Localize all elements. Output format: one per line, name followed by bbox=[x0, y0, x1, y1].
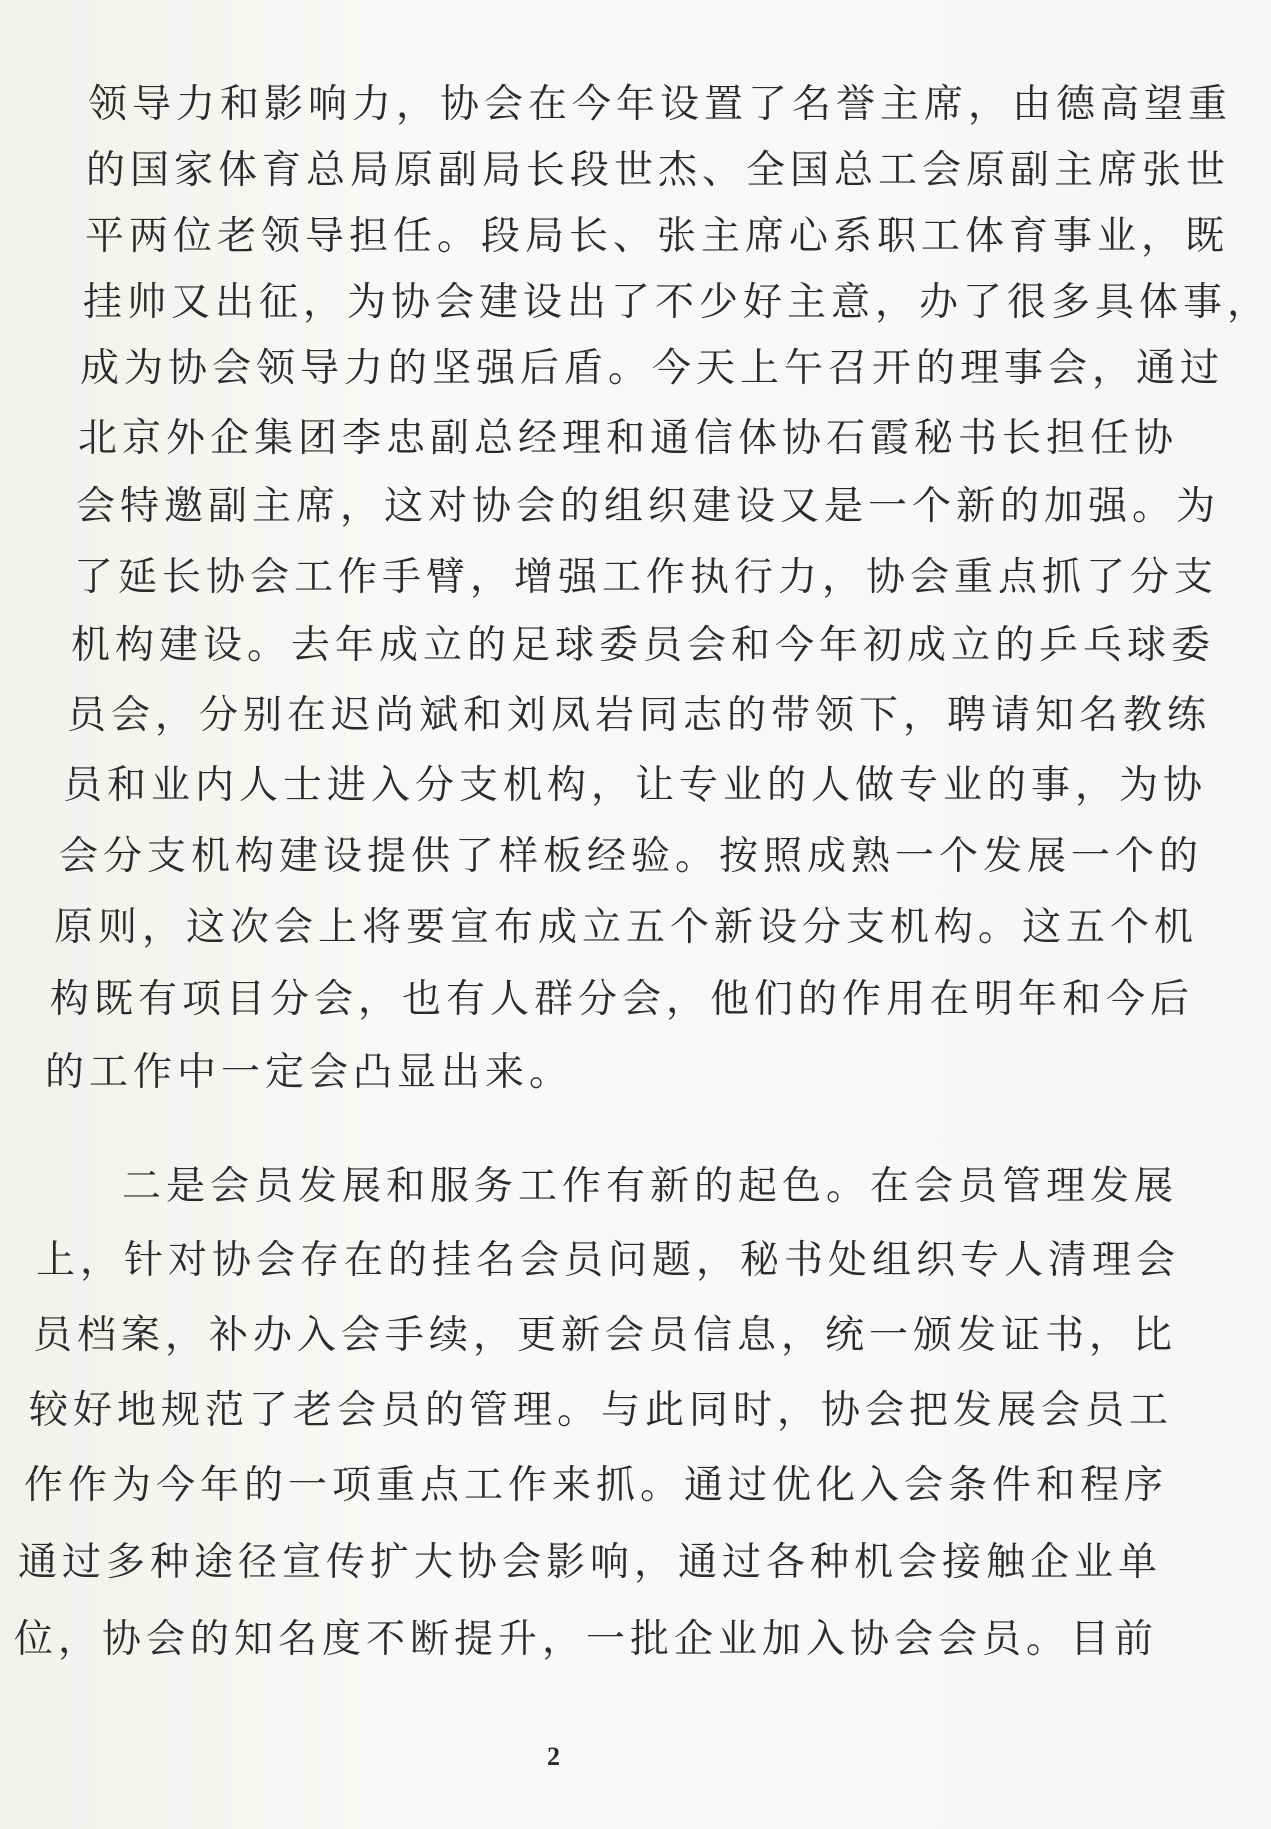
text-line-18: 员档案，补办入会手续，更新会员信息，统一颁发证书，比 bbox=[33, 1313, 1178, 1358]
text-line-20: 作作为今年的一项重点工作来抓。通过优化入会条件和程序 bbox=[24, 1463, 1169, 1508]
text-line-3: 平两位老领导担任。段局长、张主席心系职工体育事业，既 bbox=[85, 214, 1230, 259]
page-number: 2 bbox=[547, 1742, 560, 1771]
text-line-1: 领导力和影响力，协会在今年设置了名誉主席，由德高望重 bbox=[88, 82, 1233, 127]
text-line-10: 员会，分别在迟尚斌和刘凤岩同志的带领下，聘请知名教练 bbox=[67, 693, 1212, 738]
text-line-21: 通过多种途径宣传扩大协会影响，通过各种机会接触企业单 bbox=[18, 1540, 1163, 1585]
text-line-14: 构既有项目分会，也有人群分会，他们的作用在明年和今后 bbox=[50, 977, 1195, 1022]
text-line-6: 北京外企集团李忠副总经理和通信体协石霞秘书长担任协 bbox=[78, 416, 1179, 461]
text-line-13: 原则，这次会上将要宣布成立五个新设分支机构。这五个机 bbox=[54, 905, 1199, 950]
text-line-19: 较好地规范了老会员的管理。与此同时，协会把发展会员工 bbox=[29, 1388, 1174, 1433]
text-line-5: 成为协会领导力的坚强后盾。今天上午召开的理事会，通过 bbox=[80, 346, 1225, 391]
text-line-15: 的工作中一定会凸显出来。 bbox=[45, 1050, 574, 1095]
text-line-4: 挂帅又出征，为协会建设出了不少好主意，办了很多具体事， bbox=[83, 280, 1271, 325]
text-line-2: 的国家体育总局原副局长段世杰、全国总工会原副主席张世 bbox=[86, 148, 1231, 193]
text-line-17: 上，针对协会存在的挂名会员问题，秘书处组织专人清理会 bbox=[36, 1238, 1181, 1283]
text-line-7: 会特邀副主席，这对协会的组织建设又是一个新的加强。为 bbox=[76, 484, 1221, 529]
text-line-12: 会分支机构建设提供了样板经验。按照成熟一个发展一个的 bbox=[59, 834, 1204, 879]
text-line-22: 位，协会的知名度不断提升，一批企业加入协会会员。目前 bbox=[14, 1617, 1159, 1662]
text-line-16: 二是会员发展和服务工作有新的起色。在会员管理发展 bbox=[122, 1164, 1179, 1209]
text-line-11: 员和业内人士进入分支机构，让专业的人做专业的事，为协 bbox=[63, 763, 1208, 808]
text-line-8: 了延长协会工作手臂，增强工作执行力，协会重点抓了分支 bbox=[74, 555, 1219, 600]
text-line-9: 机构建设。去年成立的足球委员会和今年初成立的乒乓球委 bbox=[71, 623, 1216, 668]
